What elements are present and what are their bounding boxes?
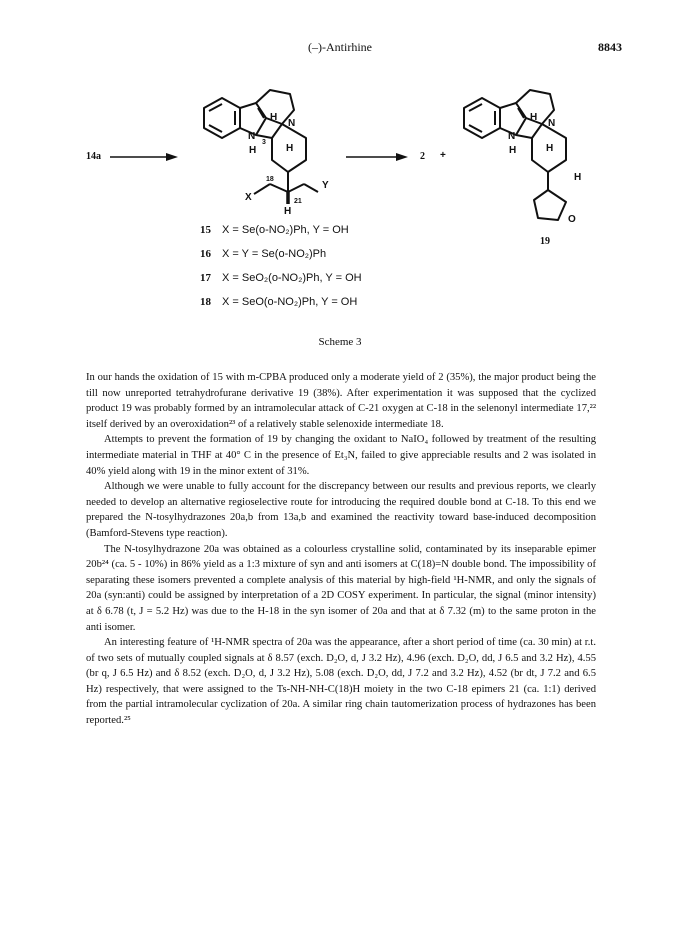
running-head-title: (–)-Antirhine	[308, 40, 372, 54]
left-position-3: 3	[262, 139, 266, 146]
substituent-y: Y	[322, 180, 329, 191]
right-indole-nh: H	[509, 145, 517, 156]
left-indole-n: N	[248, 131, 256, 142]
right-h20: H	[574, 172, 582, 183]
paragraph-4: The N-tosylhydrazone 20a was obtained as a colourless crystalline solid, contaminated by its inseparable epimer 20b²⁴ (ca. 5 - 10%) in 86% yield as a 1:3 mixture of syn and anti isomers at C(18)=N double bond. The impossibility of separating these isomers prevented a complete analysis of this material by high-field ¹H-NMR, and only the signals of 20a (syn:anti) could be assigned by interpretation of a 2D COSY experiment. In particular, the signal (minor intensity) at δ 6.78 (t, J = 5.2 Hz) was due to the H-18 in the syn isomer of 20a and that at δ 7.32 (m) to the same proton in the anti isomer.	[86, 543, 596, 633]
body-text	[86, 370, 596, 729]
right-indole-n: N	[508, 131, 516, 142]
product-19-label: 19	[540, 236, 550, 247]
paragraph-1: In our hands the oxidation of 15 with m-CPBA produced only a moderate yield of 2 (35%), the major product being the till now unreported tetrahydrofurane derivative 19 (38%). After experimentation it was supposed that the cyclized product 19 was probably formed by an intramolecular attack of C-21 oxygen at C-18 in the selenonyl intermediate 17,²² itself derived by an overoxidation²³ of a relatively stable selenoxide intermediate 18.	[86, 372, 596, 430]
compound-17: 17 X = SeO₂(o-NO₂)Ph, Y = OH	[200, 272, 362, 284]
left-indole-nh: H	[249, 145, 257, 156]
plus-sign: +	[440, 150, 446, 161]
compound-18: 18 X = SeO(o-NO₂)Ph, Y = OH	[200, 296, 358, 308]
right-h3: H	[530, 112, 538, 123]
right-h15: H	[546, 143, 554, 154]
position-18-label: 18	[266, 176, 274, 183]
compound-16: 16 X = Y = Se(o-NO₂)Ph	[200, 248, 327, 260]
thf-ring	[534, 190, 566, 220]
paragraph-2: Attempts to prevent the formation of 19 by changing the oxidant to NaIO₄ followed by treatment of the resulting intermediate material in THF at 40° C in the presence of Et₃N, failed to give appreciable results and 2 was isolated in 40% yield along with 19 in the minor extent of 31%.	[86, 434, 596, 477]
substituent-x: X	[245, 192, 252, 203]
left-h15: H	[286, 143, 294, 154]
reactant-label: 14a	[86, 151, 101, 162]
product-2-label: 2	[420, 151, 425, 162]
scheme-caption: Scheme 3	[318, 336, 362, 348]
right-quinolizidine-n: N	[548, 118, 556, 129]
page-number: 8843	[598, 40, 622, 54]
position-21-label: 21	[294, 198, 302, 205]
thf-oxygen: O	[568, 214, 576, 225]
left-h20: H	[284, 206, 292, 217]
paragraph-5: An interesting feature of ¹H-NMR spectra of 20a was the appearance, after a short period of time (ca. 30 min) at r.t. of two sets of mutually coupled signals at δ 8.57 (exch. D₂O, d, J 3.2 Hz), 4.96 (exch. D₂O, dd, J 6.5 and 3.2 Hz), 4.55 (br q, J 6.5 Hz) and δ 8.52 (exch. D₂O, d, J 3.2 Hz), 5.08 (exch. D₂O, dd, J 7.2 and 3.2 Hz), 4.52 (br dt, J 7.2 and 6.5 Hz) respectively, that were assigned to the Ts-NH-NH-C(18)H moiety in the two C-18 epimers 21 (ca. 1:1) derived from the partial intramolecular cyclization of 20a. A similar ring chain tautomerization process of hydrazones has been reported.²⁵	[86, 637, 596, 727]
left-h3: H	[270, 112, 278, 123]
paragraph-3: Although we were unable to fully account for the discrepancy between our results and previous reports, we clearly needed to develop an alternative regioselective route for introducing the required double bond at C-18. To this end we prepared the N-tosylhydrazones 20a,b from 13a,b and examined the reactivity toward base-induced decomposition (Bamford-Stevens type reaction).	[86, 481, 596, 539]
compound-15: 15 X = Se(o-NO₂)Ph, Y = OH	[200, 224, 349, 236]
left-quinolizidine-n: N	[288, 118, 296, 129]
